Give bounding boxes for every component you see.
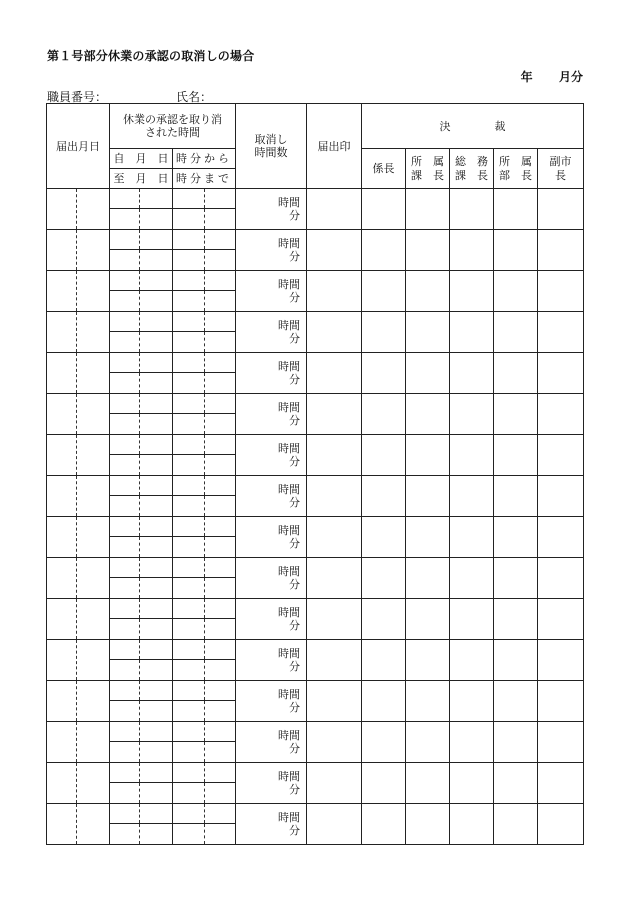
approver-cell-4[interactable] (538, 640, 584, 681)
approver-cell-3[interactable] (494, 312, 538, 353)
hours-unit: 時間 (278, 647, 300, 660)
from-date-cell[interactable] (110, 640, 173, 660)
minutes-unit: 分 (289, 496, 300, 509)
to-date-cell[interactable] (110, 537, 173, 558)
cancel-hours-cell[interactable] (236, 517, 307, 558)
from-date-cell[interactable] (110, 517, 173, 537)
approver-cell-3[interactable] (494, 599, 538, 640)
hours-unit: 時間 (278, 811, 300, 824)
approver-cell-2[interactable] (450, 230, 494, 271)
approver-cell-3[interactable] (494, 804, 538, 845)
seal-cell[interactable] (307, 681, 362, 722)
to-date-cell[interactable] (110, 496, 173, 517)
approver-cell-2[interactable] (450, 517, 494, 558)
approver-3-line-1: 部 長 (499, 168, 532, 182)
approver-cell-1[interactable] (406, 763, 450, 804)
approver-cell-1[interactable] (406, 558, 450, 599)
month-label: 月分 (558, 70, 583, 84)
submission-date-cell[interactable] (47, 681, 110, 722)
cancel-hours-cell[interactable] (236, 353, 307, 394)
cancel-hours-cell[interactable] (236, 435, 307, 476)
approver-cell-1[interactable] (406, 640, 450, 681)
from-date-cell[interactable] (110, 804, 173, 824)
seal-cell[interactable] (307, 558, 362, 599)
table-row (47, 681, 584, 701)
approver-cell-4[interactable] (538, 517, 584, 558)
approver-cell-4[interactable] (538, 722, 584, 763)
submission-date-cell[interactable] (47, 435, 110, 476)
employee-name-label: 氏名： (176, 90, 213, 104)
from-date-cell[interactable] (110, 435, 173, 455)
hours-unit: 時間 (278, 524, 300, 537)
table-row (47, 230, 584, 250)
approver-cell-3[interactable] (494, 517, 538, 558)
approver-cell-0[interactable] (362, 599, 406, 640)
cancel-hours-cell[interactable] (236, 230, 307, 271)
approver-2-line-1: 課 長 (455, 168, 488, 182)
from-time-cell[interactable] (173, 435, 236, 455)
minutes-unit: 分 (289, 414, 300, 427)
approver-cell-2[interactable] (450, 394, 494, 435)
minutes-unit: 分 (289, 455, 300, 468)
from-time-cell[interactable] (173, 189, 236, 209)
from-time-cell[interactable] (173, 640, 236, 660)
header-row-1 (47, 104, 584, 149)
submission-date-cell[interactable] (47, 763, 110, 804)
approver-cell-4[interactable] (538, 435, 584, 476)
from-time-cell[interactable] (173, 271, 236, 291)
submission-date-cell[interactable] (47, 804, 110, 845)
approver-cell-0[interactable] (362, 804, 406, 845)
approver-cell-2[interactable] (450, 722, 494, 763)
to-date-cell[interactable] (110, 660, 173, 681)
to-date-cell[interactable] (110, 742, 173, 763)
hours-unit: 時間 (278, 278, 300, 291)
to-time-cell[interactable] (173, 701, 236, 722)
from-date-cell[interactable] (110, 312, 173, 332)
submission-date-cell[interactable] (47, 394, 110, 435)
approver-cell-0[interactable] (362, 189, 406, 230)
from-date-cell[interactable] (110, 189, 173, 209)
to-date-cell[interactable] (110, 373, 173, 394)
hours-unit: 時間 (278, 606, 300, 619)
approver-cell-0[interactable] (362, 476, 406, 517)
approver-cell-4[interactable] (538, 271, 584, 312)
approver-cell-3[interactable] (494, 435, 538, 476)
approved-time-header (110, 104, 236, 149)
table-row (47, 312, 584, 332)
cancel-hours-cell[interactable] (236, 476, 307, 517)
submission-date-cell[interactable] (47, 312, 110, 353)
minutes-unit: 分 (289, 701, 300, 714)
approver-cell-2[interactable] (450, 804, 494, 845)
table-row (47, 271, 584, 291)
table-row (47, 763, 584, 783)
approver-cell-3[interactable] (494, 189, 538, 230)
approver-cell-0[interactable] (362, 517, 406, 558)
submission-date-cell[interactable] (47, 271, 110, 312)
from-date-cell[interactable] (110, 353, 173, 373)
approver-cell-2[interactable] (450, 476, 494, 517)
to-time-cell[interactable] (173, 455, 236, 476)
approver-cell-2[interactable] (450, 189, 494, 230)
to-date-cell[interactable] (110, 209, 173, 230)
approver-cell-2[interactable] (450, 599, 494, 640)
from-time-cell[interactable] (173, 517, 236, 537)
approver-cell-4[interactable] (538, 599, 584, 640)
year-label: 年 (520, 70, 533, 84)
from-time-cell[interactable] (173, 599, 236, 619)
approver-cell-2[interactable] (450, 271, 494, 312)
seal-cell[interactable] (307, 230, 362, 271)
approver-cell-4[interactable] (538, 394, 584, 435)
minutes-unit: 分 (289, 209, 300, 222)
cancel-hours-cell[interactable] (236, 271, 307, 312)
seal-cell[interactable] (307, 312, 362, 353)
form-title: 第１号部分休業の承認の取消しの場合 (47, 49, 255, 63)
approver-cell-0[interactable] (362, 640, 406, 681)
approver-header-2 (450, 149, 494, 189)
approver-cell-2[interactable] (450, 353, 494, 394)
from-date-header: 自 月 日 (110, 149, 173, 169)
to-time-header: 時分まで (173, 169, 236, 189)
hours-unit: 時間 (278, 565, 300, 578)
approver-cell-1[interactable] (406, 271, 450, 312)
approver-cell-4[interactable] (538, 476, 584, 517)
from-date-cell[interactable] (110, 681, 173, 701)
approver-cell-2[interactable] (450, 312, 494, 353)
submission-date-cell[interactable] (47, 517, 110, 558)
approver-cell-4[interactable] (538, 681, 584, 722)
approver-cell-3[interactable] (494, 722, 538, 763)
seal-cell[interactable] (307, 476, 362, 517)
cancel-hours-cell[interactable] (236, 640, 307, 681)
approver-cell-4[interactable] (538, 189, 584, 230)
approver-cell-0[interactable] (362, 681, 406, 722)
approver-header-4 (538, 149, 584, 189)
approver-1-line-1: 課 長 (411, 168, 444, 182)
seal-cell[interactable] (307, 189, 362, 230)
minutes-unit: 分 (289, 373, 300, 386)
cancel-hours-cell[interactable] (236, 394, 307, 435)
to-date-cell[interactable] (110, 332, 173, 353)
from-time-cell[interactable] (173, 558, 236, 578)
cancel-hours-cell[interactable] (236, 763, 307, 804)
approver-cell-1[interactable] (406, 476, 450, 517)
approver-cell-2[interactable] (450, 763, 494, 804)
approver-3-line-0: 所 属 (499, 154, 532, 168)
from-date-cell[interactable] (110, 476, 173, 496)
cancel-hours-cell[interactable] (236, 722, 307, 763)
hours-unit: 時間 (278, 319, 300, 332)
submission-date-header: 届出月日 (47, 104, 110, 189)
approver-cell-3[interactable] (494, 230, 538, 271)
to-time-cell[interactable] (173, 742, 236, 763)
to-time-cell[interactable] (173, 537, 236, 558)
approver-header-0 (362, 149, 406, 189)
from-date-cell[interactable] (110, 394, 173, 414)
to-date-cell[interactable] (110, 250, 173, 271)
table-row (47, 640, 584, 660)
approver-cell-0[interactable] (362, 353, 406, 394)
submission-date-cell[interactable] (47, 640, 110, 681)
seal-cell[interactable] (307, 517, 362, 558)
from-time-cell[interactable] (173, 353, 236, 373)
approver-2-line-0: 総 務 (455, 154, 488, 168)
table-row (47, 517, 584, 537)
from-time-cell[interactable] (173, 230, 236, 250)
from-time-cell[interactable] (173, 312, 236, 332)
submission-date-cell[interactable] (47, 353, 110, 394)
approver-cell-0[interactable] (362, 435, 406, 476)
from-time-cell[interactable] (173, 476, 236, 496)
seal-header: 届出印 (307, 104, 362, 189)
approver-cell-3[interactable] (494, 271, 538, 312)
hours-unit: 時間 (278, 729, 300, 742)
employee-number-label: 職員番号： (47, 90, 108, 104)
approver-cell-1[interactable] (406, 722, 450, 763)
approver-cell-3[interactable] (494, 558, 538, 599)
submission-date-cell[interactable] (47, 558, 110, 599)
to-date-cell[interactable] (110, 414, 173, 435)
to-date-cell[interactable] (110, 783, 173, 804)
table-row (47, 394, 584, 414)
hours-unit: 時間 (278, 237, 300, 250)
approver-cell-1[interactable] (406, 517, 450, 558)
minutes-unit: 分 (289, 250, 300, 263)
minutes-unit: 分 (289, 783, 300, 796)
approver-header-1 (406, 149, 450, 189)
approver-cell-2[interactable] (450, 681, 494, 722)
approver-cell-0[interactable] (362, 558, 406, 599)
to-date-cell[interactable] (110, 578, 173, 599)
to-time-cell[interactable] (173, 496, 236, 517)
approver-cell-1[interactable] (406, 599, 450, 640)
approver-cell-0[interactable] (362, 763, 406, 804)
submission-date-cell[interactable] (47, 476, 110, 517)
submission-date-cell[interactable] (47, 722, 110, 763)
to-time-cell[interactable] (173, 250, 236, 271)
approver-cell-4[interactable] (538, 804, 584, 845)
seal-cell[interactable] (307, 435, 362, 476)
table-row (47, 435, 584, 455)
approver-0-line-0: 係長 (372, 161, 395, 175)
approver-cell-1[interactable] (406, 353, 450, 394)
to-date-header: 至 月 日 (110, 169, 173, 189)
approver-cell-1[interactable] (406, 804, 450, 845)
approver-cell-0[interactable] (362, 312, 406, 353)
approver-cell-4[interactable] (538, 312, 584, 353)
approver-cell-3[interactable] (494, 476, 538, 517)
approver-cell-2[interactable] (450, 435, 494, 476)
cancel-hours-cell[interactable] (236, 681, 307, 722)
cancel-hours-line-1: 取消し (254, 133, 288, 146)
from-date-cell[interactable] (110, 271, 173, 291)
approver-cell-4[interactable] (538, 230, 584, 271)
minutes-unit: 分 (289, 742, 300, 755)
approver-1-line-0: 所 属 (411, 154, 444, 168)
from-date-cell[interactable] (110, 558, 173, 578)
to-time-cell[interactable] (173, 373, 236, 394)
from-time-cell[interactable] (173, 763, 236, 783)
seal-cell[interactable] (307, 722, 362, 763)
submission-date-cell[interactable] (47, 230, 110, 271)
period-label (521, 68, 583, 85)
cancel-hours-cell[interactable] (236, 558, 307, 599)
to-time-cell[interactable] (173, 619, 236, 640)
submission-date-cell[interactable] (47, 599, 110, 640)
seal-cell[interactable] (307, 353, 362, 394)
to-date-cell[interactable] (110, 824, 173, 845)
minutes-unit: 分 (289, 291, 300, 304)
from-time-cell[interactable] (173, 681, 236, 701)
from-time-header: 時分から (173, 149, 236, 169)
seal-cell[interactable] (307, 804, 362, 845)
approver-cell-3[interactable] (494, 394, 538, 435)
cancel-hours-line-2: 時間数 (254, 146, 288, 159)
to-date-cell[interactable] (110, 455, 173, 476)
table-row (47, 804, 584, 824)
minutes-unit: 分 (289, 578, 300, 591)
hours-unit: 時間 (278, 401, 300, 414)
approved-time-line-1: 休業の承認を取り消 (123, 113, 222, 126)
to-date-cell[interactable] (110, 291, 173, 312)
seal-cell[interactable] (307, 394, 362, 435)
approver-cell-3[interactable] (494, 353, 538, 394)
approver-header-3 (494, 149, 538, 189)
approver-cell-0[interactable] (362, 394, 406, 435)
approver-cell-1[interactable] (406, 681, 450, 722)
approver-cell-1[interactable] (406, 312, 450, 353)
to-time-cell[interactable] (173, 578, 236, 599)
hours-unit: 時間 (278, 483, 300, 496)
approver-cell-1[interactable] (406, 230, 450, 271)
seal-cell[interactable] (307, 271, 362, 312)
to-date-cell[interactable] (110, 619, 173, 640)
to-time-cell[interactable] (173, 783, 236, 804)
from-time-cell[interactable] (173, 722, 236, 742)
table-row (47, 599, 584, 619)
approver-cell-0[interactable] (362, 722, 406, 763)
to-time-cell[interactable] (173, 209, 236, 230)
approver-cell-4[interactable] (538, 763, 584, 804)
hours-unit: 時間 (278, 688, 300, 701)
from-date-cell[interactable] (110, 722, 173, 742)
approver-cell-3[interactable] (494, 681, 538, 722)
approval-header: 決 裁 (362, 104, 584, 149)
cancel-hours-cell[interactable] (236, 312, 307, 353)
from-time-cell[interactable] (173, 804, 236, 824)
from-date-cell[interactable] (110, 599, 173, 619)
approver-cell-3[interactable] (494, 763, 538, 804)
table-row (47, 189, 584, 209)
approver-cell-3[interactable] (494, 640, 538, 681)
table-row (47, 558, 584, 578)
approver-cell-2[interactable] (450, 640, 494, 681)
to-time-cell[interactable] (173, 414, 236, 435)
hours-unit: 時間 (278, 360, 300, 373)
approver-cell-4[interactable] (538, 353, 584, 394)
approver-cell-2[interactable] (450, 558, 494, 599)
approver-cell-1[interactable] (406, 435, 450, 476)
table-row (47, 476, 584, 496)
to-time-cell[interactable] (173, 332, 236, 353)
minutes-unit: 分 (289, 332, 300, 345)
approver-cell-1[interactable] (406, 394, 450, 435)
seal-cell[interactable] (307, 763, 362, 804)
approver-4-line-0: 副市 (549, 154, 572, 168)
from-time-cell[interactable] (173, 394, 236, 414)
minutes-unit: 分 (289, 660, 300, 673)
table-row (47, 353, 584, 373)
cancel-hours-cell[interactable] (236, 804, 307, 845)
approver-cell-0[interactable] (362, 271, 406, 312)
cancellation-table (46, 103, 584, 845)
seal-cell[interactable] (307, 640, 362, 681)
hours-unit: 時間 (278, 196, 300, 209)
to-time-cell[interactable] (173, 291, 236, 312)
minutes-unit: 分 (289, 619, 300, 632)
submission-date-cell[interactable] (47, 189, 110, 230)
minutes-unit: 分 (289, 824, 300, 837)
approved-time-line-2: された時間 (145, 126, 200, 139)
approver-cell-4[interactable] (538, 558, 584, 599)
cancel-hours-cell[interactable] (236, 599, 307, 640)
from-date-cell[interactable] (110, 230, 173, 250)
from-date-cell[interactable] (110, 763, 173, 783)
to-time-cell[interactable] (173, 660, 236, 681)
approver-cell-0[interactable] (362, 230, 406, 271)
seal-cell[interactable] (307, 599, 362, 640)
to-time-cell[interactable] (173, 824, 236, 845)
cancel-hours-header (236, 104, 307, 189)
approver-4-line-1: 長 (555, 168, 567, 182)
table-row (47, 722, 584, 742)
minutes-unit: 分 (289, 537, 300, 550)
hours-unit: 時間 (278, 442, 300, 455)
to-date-cell[interactable] (110, 701, 173, 722)
hours-unit: 時間 (278, 770, 300, 783)
approver-cell-1[interactable] (406, 189, 450, 230)
cancel-hours-cell[interactable] (236, 189, 307, 230)
